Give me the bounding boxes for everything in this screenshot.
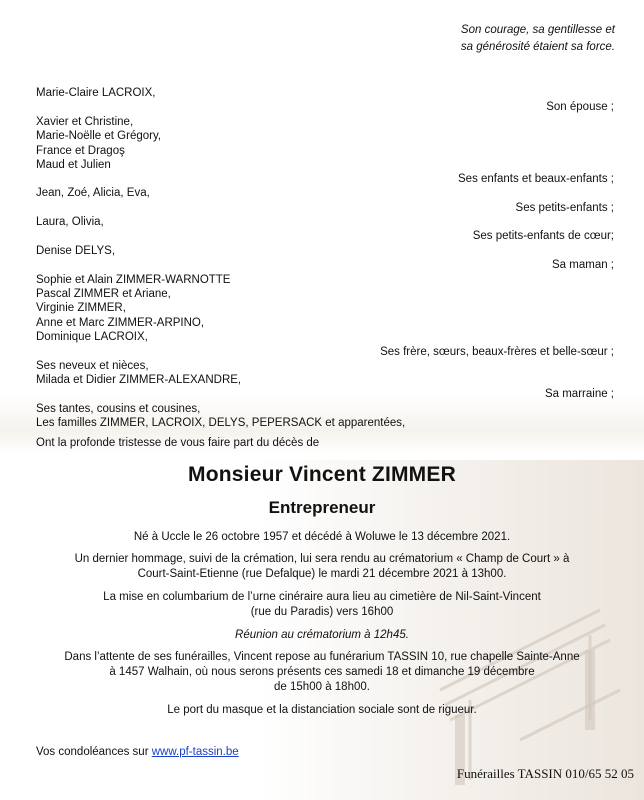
condolences-label: Vos condoléances sur [36,746,149,758]
family-line: Ses tantes, cousins et cousines, [36,403,201,415]
family-line: Jean, Zoé, Alicia, Eva, [36,187,150,199]
family-relation: Ses petits-enfants ; [515,202,614,214]
family-line: Denise DELYS, [36,245,116,257]
quote-line-1: Son courage, sa gentillesse et [460,24,615,36]
condolences-link[interactable]: www.pf-tassin.be [151,746,239,758]
family-line: Marie-Noëlle et Grégory, [36,130,162,142]
birth-death-info: Né à Uccle le 26 octobre 1957 et décédé à Woluwe le 13 décembre 2021. [133,531,511,543]
family-line: France et Dragoş [36,145,125,157]
columbarium-line-1: La mise en columbarium de l’urne cinéraire aura lieu au cimetière de Nil-Saint-Vincent [103,591,541,603]
deceased-profession: Entrepreneur [268,498,376,517]
family-relation: Sa marraine ; [544,388,614,400]
family-relation: Ses frère, sœurs, beaux-frères et belle-sœur ; [380,346,614,358]
family-line: Virginie ZIMMER, [36,302,126,314]
family-line: Pascal ZIMMER et Ariane, [36,288,171,300]
deceased-name: Monsieur Vincent ZIMMER [188,463,456,486]
quote-line-2: sa générosité étaient sa force. [460,41,615,53]
family-line: Xavier et Christine, [36,116,134,128]
funeral-home-contact: Funérailles TASSIN 010/65 52 05 [456,766,634,781]
family-line: Sophie et Alain ZIMMER-WARNOTTE [36,274,231,286]
family-relation: Sa maman ; [552,259,614,271]
family-relation: Ses petits-enfants de cœur; [472,230,614,242]
announcement-intro: Ont la profonde tristesse de vous faire part du décès de [36,437,320,449]
family-line: Dominique LACROIX, [36,331,148,343]
family-relation: Son épouse ; [546,101,614,113]
columbarium-line-2: (rue du Paradis) vers 16h00 [250,606,394,618]
family-line: Milada et Didier ZIMMER-ALEXANDRE, [36,374,242,386]
family-line: Laura, Olivia, [36,216,104,228]
family-line: Anne et Marc ZIMMER-ARPINO, [36,317,205,329]
family-line: Ses neveux et nièces, [36,360,149,372]
mask-notice: Le port du masque et la distanciation sociale sont de rigueur. [167,704,477,716]
meeting-info: Réunion au crématorium à 12h45. [235,629,409,641]
funerarium-line-2: à 1457 Walhain, où nous serons présents ces samedi 18 et dimanche 19 décembre [109,666,535,678]
family-relation: Ses enfants et beaux-enfants ; [458,173,614,185]
family-line: Les familles ZIMMER, LACROIX, DELYS, PEPERSACK et apparentées, [36,417,406,429]
family-line: Maud et Julien [36,159,111,171]
quote [461,22,615,56]
ceremony-line-1: Un dernier hommage, suivi de la crémation, lui sera rendu au crématorium « Champ de Court » à [74,553,570,565]
funerarium-line-1: Dans l’attente de ses funérailles, Vincent repose au funérarium TASSIN 10, rue chapelle Sainte-Anne [64,651,580,663]
family-line: Marie-Claire LACROIX, [36,87,156,99]
condolences [36,744,239,760]
funerarium-line-3: de 15h00 à 18h00. [274,681,370,693]
ceremony-line-2: Court-Saint-Etienne (rue Defalque) le mardi 21 décembre 2021 à 13h00. [137,568,507,580]
